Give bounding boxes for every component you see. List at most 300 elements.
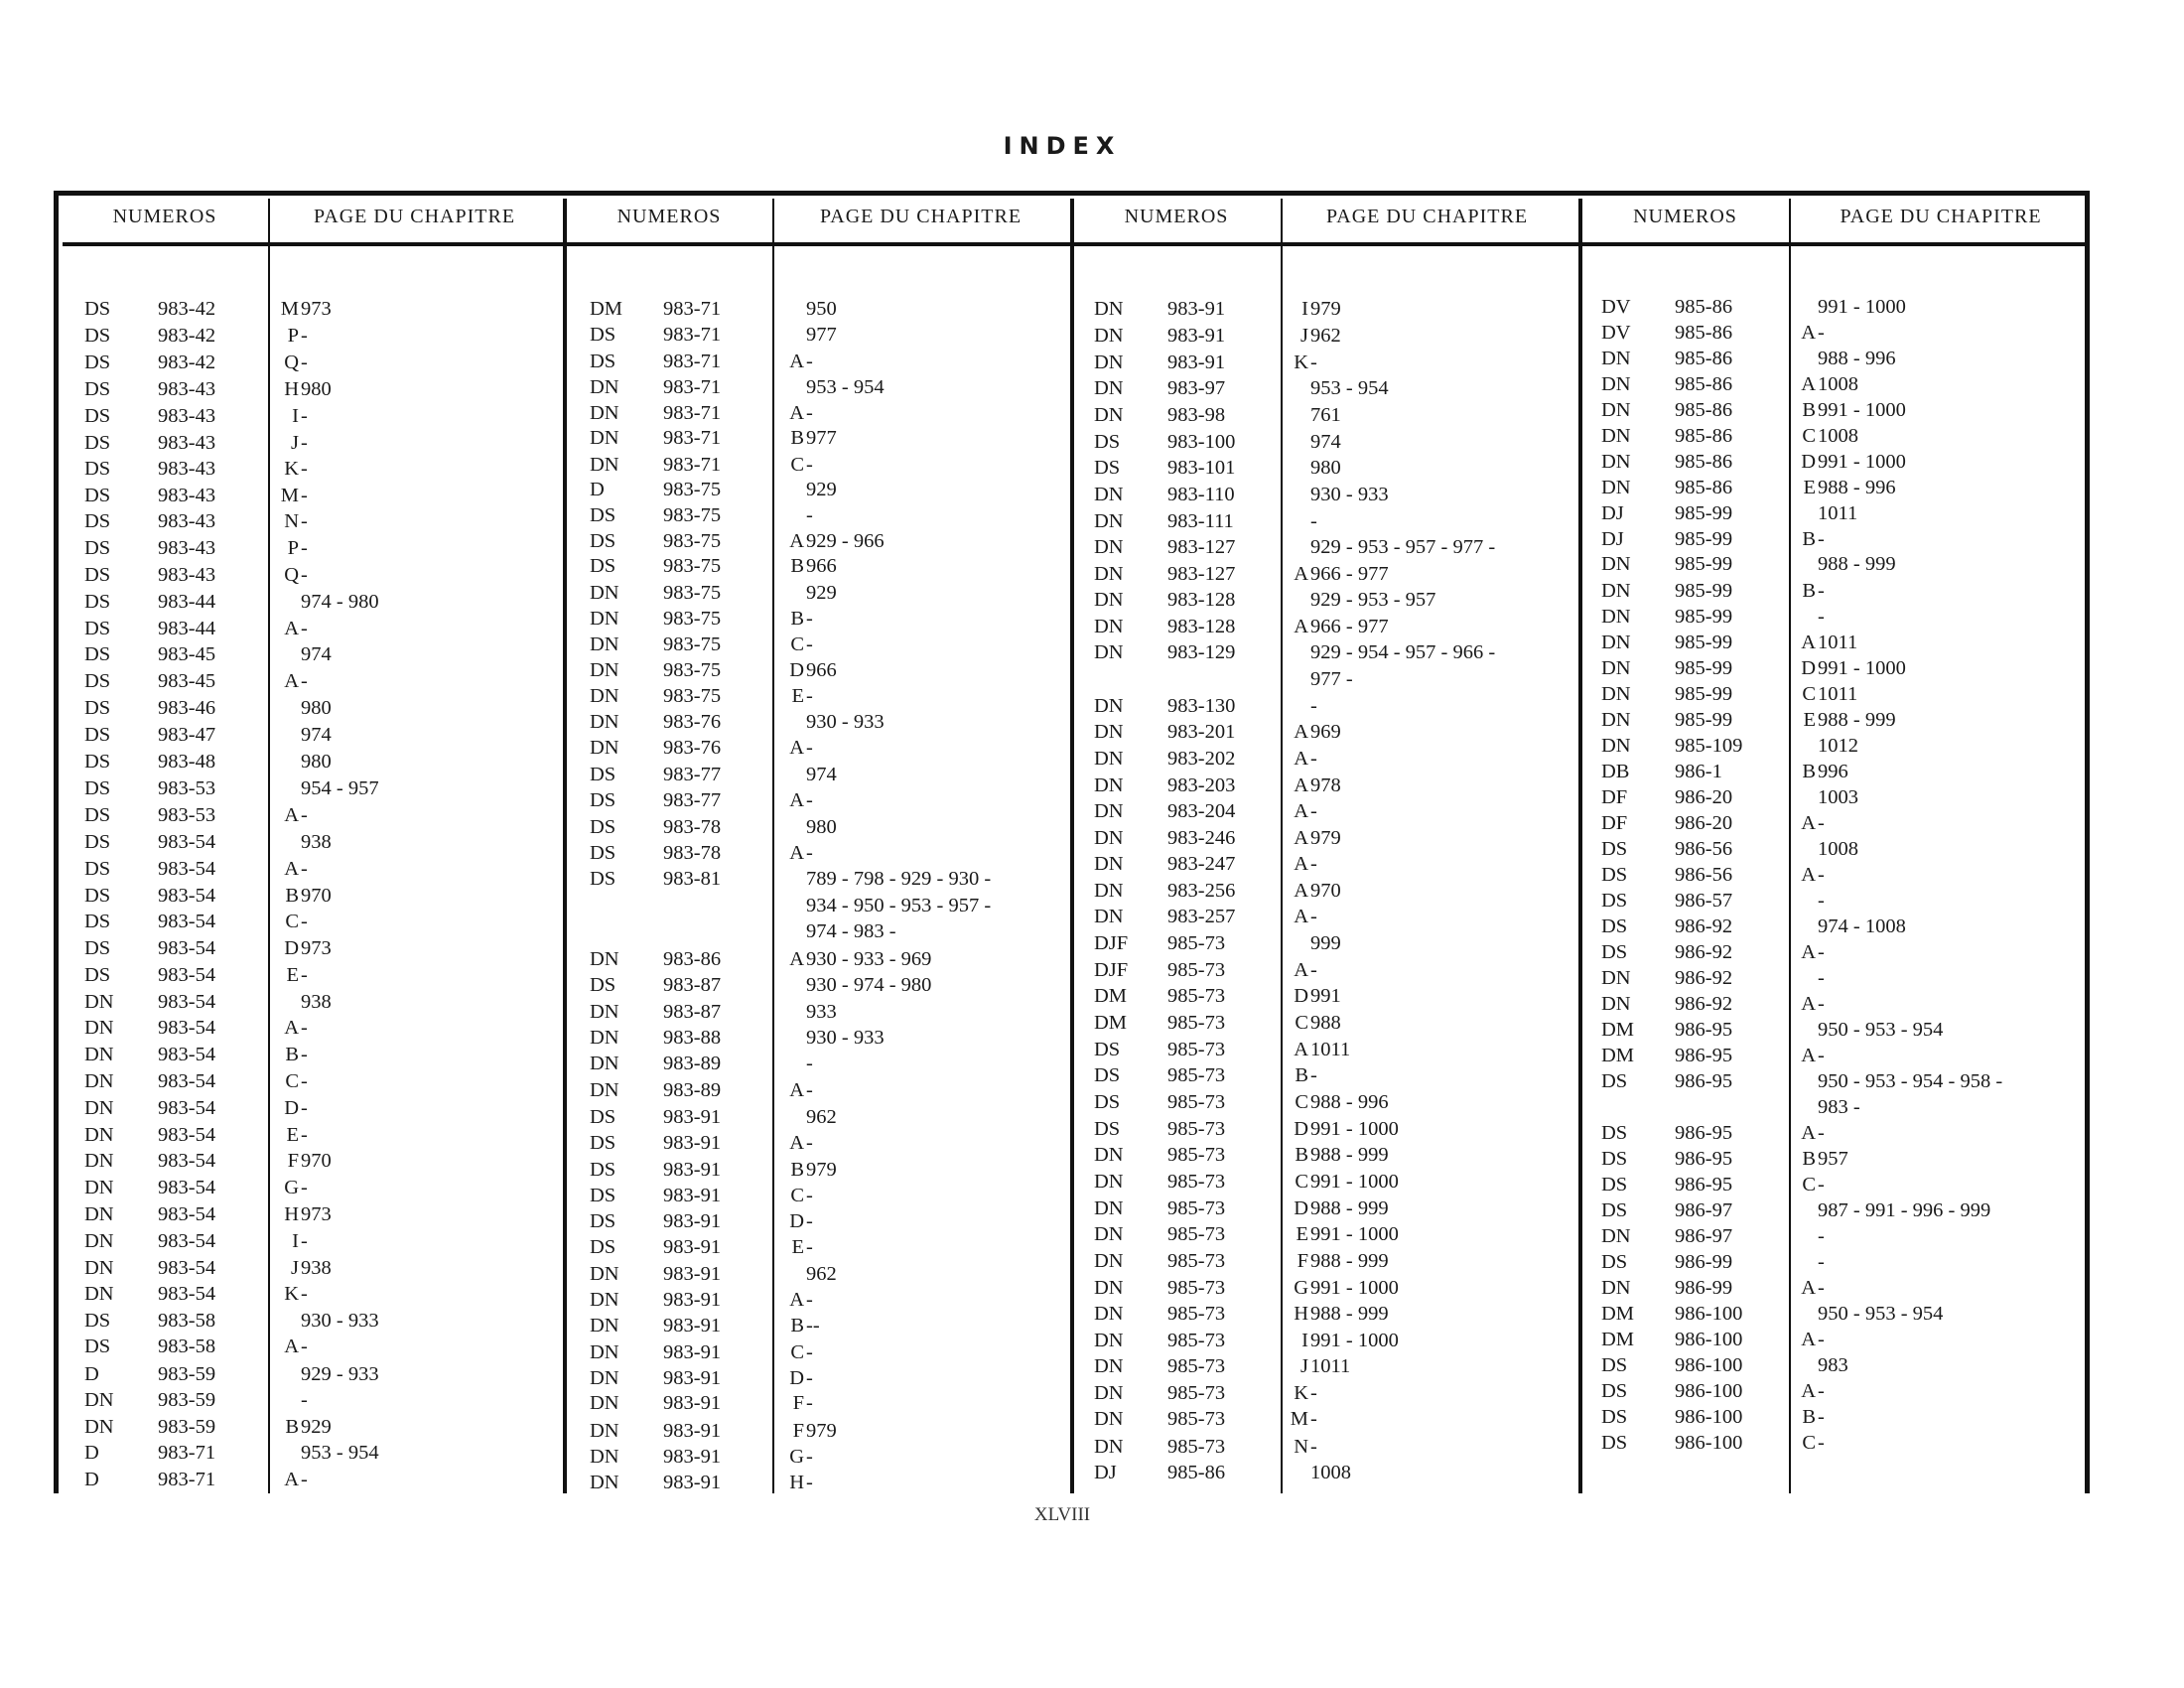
index-row [84, 352, 551, 377]
index-number: 983-44 [158, 618, 216, 639]
index-row [1094, 298, 1561, 324]
index-suffix: B [285, 1416, 299, 1438]
index-page-ref: - [1818, 1174, 1825, 1196]
index-suffix: C [1802, 683, 1816, 705]
index-prefix: DS [590, 1106, 616, 1128]
index-suffix: B [790, 427, 804, 449]
index-prefix: DN [590, 659, 619, 681]
column-rule [2085, 191, 2090, 1493]
index-row [1094, 1144, 1561, 1170]
index-suffix: E [791, 685, 804, 707]
index-number: 983-53 [158, 777, 216, 799]
index-row [84, 405, 551, 431]
index-prefix: DS [84, 405, 111, 427]
index-suffix: I [292, 405, 299, 427]
index-row [590, 1446, 1056, 1472]
index-row [1094, 1118, 1561, 1144]
index-prefix: DS [84, 911, 111, 932]
index-row [590, 1159, 1056, 1185]
index-suffix: Q [284, 564, 299, 586]
index-suffix: K [284, 458, 299, 480]
index-number: 983-128 [1167, 616, 1236, 637]
index-prefix: DN [590, 1446, 619, 1468]
index-page-ref: - [1818, 1329, 1825, 1350]
index-row [84, 1203, 551, 1229]
index-number: 983-48 [158, 751, 216, 773]
index-number: 985-86 [1675, 373, 1733, 395]
index-suffix: K [1294, 352, 1308, 373]
index-prefix: DN [1601, 373, 1631, 395]
index-suffix: B [1802, 1406, 1816, 1428]
index-number: 983-204 [1167, 800, 1236, 822]
index-page-ref: - [301, 564, 308, 586]
index-prefix: DS [590, 868, 616, 890]
index-row [590, 868, 1056, 894]
index-row [1094, 880, 1561, 906]
index-prefix: DS [84, 458, 111, 480]
index-number: 983-201 [1167, 721, 1236, 743]
index-row [590, 351, 1056, 376]
index-row [84, 751, 551, 776]
index-page-ref: 938 [301, 991, 332, 1013]
index-prefix: DN [1601, 709, 1631, 731]
index-page-ref: 929 [301, 1416, 332, 1438]
index-prefix: DN [590, 1315, 619, 1336]
index-row [84, 1070, 551, 1096]
index-prefix: DS [1601, 1122, 1628, 1144]
index-prefix: DS [84, 432, 111, 454]
index-prefix: DS [590, 1236, 616, 1258]
index-row [590, 1472, 1056, 1497]
index-prefix: DN [590, 1341, 619, 1363]
index-page-ref: - [806, 402, 813, 424]
index-row [590, 764, 1056, 789]
index-prefix: DN [1094, 1277, 1124, 1299]
index-number: 986-97 [1675, 1199, 1733, 1221]
index-page-ref: 953 - 954 [806, 376, 885, 398]
index-prefix: DS [84, 591, 111, 613]
index-page-ref: - [806, 1289, 813, 1311]
index-row [1601, 1045, 2068, 1070]
index-prefix: DN [1601, 425, 1631, 447]
index-suffix: A [1294, 721, 1308, 743]
index-row [84, 458, 551, 484]
index-row [84, 1177, 551, 1202]
index-prefix: DM [1601, 1019, 1635, 1041]
index-row [1601, 1303, 2068, 1329]
index-row [590, 895, 1056, 920]
index-row [1601, 709, 2068, 735]
index-page-ref: - [1818, 1432, 1825, 1454]
index-suffix: B [1802, 1148, 1816, 1170]
index-row [1601, 890, 2068, 915]
index-row [590, 504, 1056, 530]
index-number: 983-54 [158, 1070, 216, 1092]
index-row [1094, 1250, 1561, 1276]
index-page-ref: 991 - 1000 [1310, 1118, 1399, 1140]
index-page-ref: - [1310, 695, 1317, 717]
index-prefix: DN [84, 1203, 114, 1225]
index-row [1094, 853, 1561, 879]
index-row [590, 1392, 1056, 1418]
index-page-ref: - [301, 405, 308, 427]
index-row [590, 454, 1056, 480]
column-rule [1578, 199, 1582, 1493]
index-suffix: A [1294, 959, 1308, 981]
index-number: 983-75 [663, 530, 722, 552]
index-number: 986-20 [1675, 812, 1733, 834]
index-number: 983-54 [158, 1283, 216, 1305]
index-row [1601, 864, 2068, 890]
index-page-ref: - [806, 842, 813, 864]
index-prefix: DS [1601, 1432, 1628, 1454]
index-row [1601, 451, 2068, 477]
index-page-ref: 930 - 933 [1310, 484, 1389, 505]
index-page-ref: - [301, 1070, 308, 1092]
index-number: 983-71 [663, 351, 722, 372]
index-row [590, 1001, 1056, 1027]
index-prefix: DS [1094, 1064, 1121, 1086]
index-prefix: DS [590, 1185, 616, 1206]
index-row [1094, 1197, 1561, 1223]
index-prefix: DS [590, 1159, 616, 1181]
index-page-ref: 1011 [1310, 1039, 1351, 1060]
index-number: 985-73 [1167, 1277, 1226, 1299]
index-number: 983-54 [158, 1230, 216, 1252]
index-page-ref: - [301, 432, 308, 454]
index-prefix: DN [590, 633, 619, 655]
index-number: 983-91 [663, 1472, 722, 1493]
index-row [590, 633, 1056, 659]
index-prefix: DS [84, 777, 111, 799]
index-number: 986-92 [1675, 941, 1733, 963]
index-suffix: H [1294, 1303, 1308, 1325]
index-prefix: DS [84, 325, 111, 347]
index-page-ref: 970 [301, 885, 332, 907]
index-row [84, 937, 551, 963]
index-number: 986-99 [1675, 1277, 1733, 1299]
index-page-ref: 929 - 953 - 957 - 977 - [1310, 536, 1496, 558]
index-page-ref: - [1310, 352, 1317, 373]
index-number: 983-91 [663, 1263, 722, 1285]
index-suffix: A [1294, 774, 1308, 796]
index-number: 985-73 [1167, 1171, 1226, 1193]
index-prefix: DN [1094, 1144, 1124, 1166]
index-number: 983-43 [158, 485, 216, 506]
index-prefix: DN [590, 711, 619, 733]
header-numeros: NUMEROS [1124, 206, 1229, 227]
index-number: 985-86 [1675, 399, 1733, 421]
index-page-ref: 974 - 983 - [806, 920, 896, 942]
index-prefix: DN [1094, 880, 1124, 902]
index-row [1601, 993, 2068, 1019]
index-row [590, 1106, 1056, 1132]
index-suffix: E [1803, 709, 1816, 731]
index-prefix: DN [590, 454, 619, 476]
index-row [84, 724, 551, 750]
index-number: 983-86 [663, 948, 722, 970]
index-prefix: DS [1601, 1174, 1628, 1196]
index-prefix: DN [590, 1367, 619, 1389]
header-numeros: NUMEROS [616, 206, 722, 227]
index-suffix: D [1294, 1118, 1308, 1140]
index-number: 983-71 [158, 1469, 216, 1490]
index-prefix: D [84, 1442, 99, 1464]
index-page-ref: 1011 [1818, 632, 1858, 653]
index-number: 983-54 [158, 1044, 216, 1065]
index-number: 985-86 [1675, 296, 1733, 318]
index-page-ref: - [1310, 1382, 1317, 1404]
index-prefix: DS [1601, 1199, 1628, 1221]
index-suffix: A [1294, 827, 1308, 849]
index-suffix: F [287, 1150, 299, 1172]
index-row [590, 402, 1056, 428]
index-page-ref: - [301, 458, 308, 480]
index-row [1601, 348, 2068, 373]
index-row [84, 378, 551, 404]
index-suffix: F [1297, 1250, 1308, 1272]
index-prefix: DM [1601, 1303, 1635, 1325]
index-page-ref: - [301, 537, 308, 559]
index-suffix: H [789, 1472, 804, 1493]
index-page-ref: - [301, 1097, 308, 1119]
index-number: 983-71 [663, 324, 722, 346]
index-row [84, 298, 551, 324]
index-suffix: B [1802, 528, 1816, 550]
index-number: 986-56 [1675, 838, 1733, 860]
index-row [1601, 1199, 2068, 1225]
index-row [1601, 657, 2068, 683]
index-page-ref: 979 [806, 1420, 837, 1442]
index-suffix: B [790, 555, 804, 577]
index-prefix: DN [1601, 451, 1631, 473]
index-page-ref: 987 - 991 - 996 - 999 [1818, 1199, 1991, 1221]
index-number: 983-43 [158, 537, 216, 559]
index-page-ref: - [806, 1367, 813, 1389]
index-page-ref: - [1310, 853, 1317, 875]
index-page-ref: 977 [806, 427, 837, 449]
index-number: 985-86 [1675, 451, 1733, 473]
index-page-ref: - [301, 1124, 308, 1146]
header-rule [63, 242, 2090, 246]
index-prefix: DS [1094, 1118, 1121, 1140]
index-row [84, 1389, 551, 1415]
index-number: 983-127 [1167, 536, 1236, 558]
index-page-ref: - [1818, 967, 1825, 989]
index-row [1601, 322, 2068, 348]
index-page-ref: - [1818, 890, 1825, 912]
index-number: 985-109 [1675, 735, 1743, 757]
index-page-ref: - [806, 633, 813, 655]
index-prefix: DN [1094, 510, 1124, 532]
index-suffix: A [1801, 322, 1816, 344]
index-page-ref: 929 - 953 - 957 [1310, 589, 1436, 611]
index-row [1601, 967, 2068, 993]
index-row [1601, 1329, 2068, 1354]
index-number: 983-89 [663, 1079, 722, 1101]
index-suffix: A [789, 530, 804, 552]
index-number: 983-54 [158, 937, 216, 959]
index-suffix: A [1294, 748, 1308, 770]
index-prefix: DN [1094, 800, 1124, 822]
index-prefix: DS [84, 485, 111, 506]
index-page-ref: 988 [1310, 1012, 1341, 1034]
index-page-ref: 950 [806, 298, 837, 320]
index-suffix: F [792, 1392, 804, 1414]
index-page-ref: 969 [1310, 721, 1341, 743]
index-prefix: DS [1601, 864, 1628, 886]
index-prefix: DN [1094, 616, 1124, 637]
index-page-ref: 980 [301, 378, 332, 400]
index-number: 983-54 [158, 964, 216, 986]
index-row [84, 1124, 551, 1150]
index-number: 983-53 [158, 804, 216, 826]
index-row [84, 1283, 551, 1309]
index-prefix: DN [84, 991, 114, 1013]
index-prefix: DN [590, 1053, 619, 1074]
index-page-ref: 991 - 1000 [1310, 1330, 1399, 1351]
index-row [1094, 774, 1561, 800]
index-number: 983-130 [1167, 695, 1236, 717]
index-suffix: C [1295, 1171, 1308, 1193]
index-prefix: DF [1601, 812, 1628, 834]
index-number: 983-77 [663, 764, 722, 785]
header-page-du-chapitre: PAGE DU CHAPITRE [1325, 206, 1529, 227]
index-page-ref: 950 - 953 - 954 - 958 - [1818, 1070, 2003, 1092]
index-suffix: E [1803, 477, 1816, 498]
index-number: 983-247 [1167, 853, 1236, 875]
index-number: 983-54 [158, 1177, 216, 1198]
index-row [1094, 641, 1561, 667]
index-prefix: DS [84, 537, 111, 559]
index-number: 985-99 [1675, 528, 1733, 550]
index-number: 986-95 [1675, 1148, 1733, 1170]
index-row [1094, 1382, 1561, 1408]
index-number: 983-54 [158, 1150, 216, 1172]
index-row [1601, 1277, 2068, 1303]
index-suffix: M [280, 485, 299, 506]
index-prefix: DN [1601, 348, 1631, 369]
index-suffix: G [789, 1446, 804, 1468]
index-row [1094, 906, 1561, 931]
index-number: 983-203 [1167, 774, 1236, 796]
index-suffix: B [790, 1315, 804, 1336]
index-prefix: DN [1094, 853, 1124, 875]
index-prefix: DN [84, 1283, 114, 1305]
index-row [84, 670, 551, 696]
index-suffix: A [789, 789, 804, 811]
index-page-ref: 991 - 1000 [1310, 1277, 1399, 1299]
index-number: 986-92 [1675, 993, 1733, 1015]
index-prefix: DS [84, 352, 111, 373]
index-suffix: B [790, 1159, 804, 1181]
index-prefix: DS [1601, 915, 1628, 937]
index-number: 986-95 [1675, 1070, 1733, 1092]
index-number: 983-42 [158, 325, 216, 347]
index-row [590, 737, 1056, 763]
index-prefix: DN [1094, 748, 1124, 770]
index-number: 983-59 [158, 1389, 216, 1411]
index-row [1601, 502, 2068, 528]
index-number: 983-54 [158, 1257, 216, 1279]
index-number: 985-73 [1167, 1436, 1226, 1458]
index-page-ref: 974 - 980 [301, 591, 379, 613]
index-number: 985-86 [1675, 477, 1733, 498]
index-number: 983-58 [158, 1310, 216, 1332]
index-row [1094, 959, 1561, 985]
index-number: 983-54 [158, 911, 216, 932]
index-number: 985-73 [1167, 1330, 1226, 1351]
header-page-du-chapitre: PAGE DU CHAPITRE [819, 206, 1023, 227]
index-prefix: DS [1601, 941, 1628, 963]
index-number: 983-54 [158, 1097, 216, 1119]
index-row [1601, 1432, 2068, 1458]
index-page-ref: - [1818, 580, 1825, 602]
index-suffix: A [1294, 800, 1308, 822]
index-row [590, 1420, 1056, 1446]
index-suffix: Q [284, 352, 299, 373]
index-page-ref: 974 [301, 724, 332, 746]
index-row [1601, 1122, 2068, 1148]
index-prefix: DS [590, 764, 616, 785]
index-row [1601, 1096, 2068, 1122]
index-prefix: DS [84, 885, 111, 907]
index-number: 983-91 [1167, 298, 1226, 320]
index-prefix: DS [84, 858, 111, 880]
index-page-ref: 930 - 933 [806, 711, 885, 733]
index-prefix: DS [84, 751, 111, 773]
index-row [84, 804, 551, 830]
index-suffix: A [1801, 1277, 1816, 1299]
index-row [84, 1257, 551, 1283]
index-suffix: A [284, 804, 299, 826]
index-prefix: DN [1094, 641, 1124, 663]
index-row [1094, 457, 1561, 483]
index-number: 986-95 [1675, 1045, 1733, 1066]
index-page-ref: 979 [1310, 827, 1341, 849]
index-row [1094, 800, 1561, 826]
index-page-ref: 938 [301, 1257, 332, 1279]
index-prefix: DS [84, 510, 111, 532]
index-suffix: B [1295, 1064, 1308, 1086]
index-number: 983-42 [158, 352, 216, 373]
index-suffix: M [280, 298, 299, 320]
index-row [1601, 838, 2068, 864]
index-suffix: C [790, 1341, 804, 1363]
index-number: 983-81 [663, 868, 722, 890]
index-prefix: DN [1094, 721, 1124, 743]
index-row [84, 911, 551, 936]
index-page-ref: - [1818, 528, 1825, 550]
index-row [84, 432, 551, 458]
index-suffix: F [792, 1420, 804, 1442]
index-prefix: DN [590, 1392, 619, 1414]
index-prefix: DS [1601, 1148, 1628, 1170]
index-number: 983-76 [663, 737, 722, 759]
index-suffix: C [1295, 1091, 1308, 1113]
index-page-ref: 1008 [1310, 1462, 1351, 1483]
index-number: 985-99 [1675, 709, 1733, 731]
index-row [1601, 1251, 2068, 1277]
index-suffix: I [1301, 298, 1308, 320]
index-row [1094, 404, 1561, 430]
index-page-ref: 974 [806, 764, 837, 785]
index-page-ref: - [1818, 864, 1825, 886]
index-page-ref: 930 - 974 - 980 [806, 974, 932, 996]
index-row [590, 974, 1056, 1000]
index-suffix: N [1294, 1436, 1308, 1458]
index-number: 985-99 [1675, 553, 1733, 575]
